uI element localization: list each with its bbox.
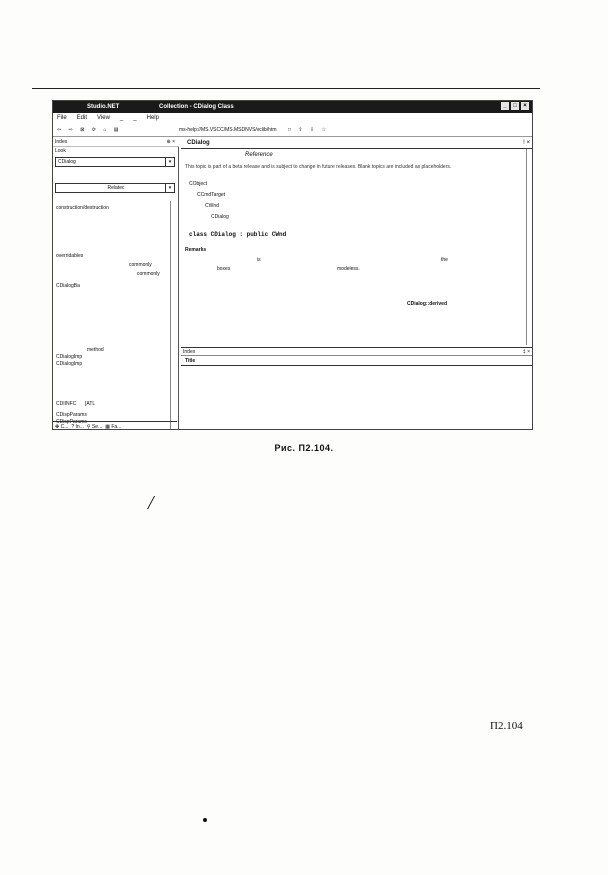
pin-icon[interactable]: ⊕ × bbox=[166, 139, 175, 145]
hierarchy-item[interactable]: CCmdTarget bbox=[197, 192, 226, 198]
toolbar bbox=[53, 124, 532, 137]
reference-label: Reference bbox=[245, 152, 273, 158]
left-pane bbox=[53, 147, 179, 430]
close-button[interactable]: × bbox=[521, 102, 529, 110]
down-icon[interactable]: ⇩ bbox=[310, 127, 318, 133]
hierarchy-item[interactable]: CObject bbox=[189, 181, 208, 187]
favorites-icon: ▦ bbox=[105, 424, 110, 430]
left-pane-header bbox=[53, 138, 179, 147]
tab-search[interactable]: ⚲ Se... bbox=[86, 424, 103, 430]
print-icon[interactable]: ▤ bbox=[113, 127, 122, 133]
pin-icon[interactable]: ‡ × bbox=[522, 349, 530, 355]
header-rule bbox=[32, 88, 540, 89]
tab-favorites[interactable]: ▦ Fa... bbox=[105, 424, 122, 430]
hierarchy-item[interactable]: CDialog bbox=[211, 214, 229, 220]
look-combo-value: CDialog bbox=[58, 159, 76, 165]
refresh-icon[interactable]: ⟳ bbox=[91, 127, 99, 133]
tab-contents[interactable]: ✤ C... bbox=[55, 424, 69, 430]
list-item[interactable]: overridables bbox=[56, 253, 84, 259]
tab-cdialog[interactable]: CDialog bbox=[187, 140, 210, 146]
remarks-word: modeless. bbox=[337, 266, 360, 272]
window-controls bbox=[501, 102, 529, 110]
remarks-word: boxes bbox=[217, 266, 231, 272]
menu-blank-1[interactable]: _ bbox=[119, 115, 124, 121]
document-tab-bar bbox=[181, 138, 533, 149]
filter-combo-value: Relatec bbox=[107, 185, 125, 191]
app-title: Studio.NET bbox=[87, 104, 120, 110]
look-label: Look bbox=[55, 148, 66, 154]
favorites-icon[interactable]: ☆ bbox=[321, 127, 330, 133]
back-icon[interactable]: ⇦ bbox=[57, 127, 65, 133]
minimize-button[interactable]: _ bbox=[501, 102, 509, 110]
remarks-heading: Remarks bbox=[185, 247, 207, 253]
list-item[interactable]: commonly bbox=[137, 271, 160, 277]
remarks-word: the bbox=[441, 257, 448, 263]
figure-reference: П2.104 bbox=[490, 720, 523, 732]
list-item[interactable]: construction/destruction bbox=[56, 205, 109, 211]
forward-icon[interactable]: ⇨ bbox=[68, 127, 76, 133]
chevron-down-icon[interactable]: ▾ bbox=[165, 158, 174, 166]
search-icon: ⚲ bbox=[86, 424, 91, 430]
index-results-title: Index bbox=[183, 349, 196, 355]
menu-bar bbox=[53, 113, 532, 123]
menu-view[interactable]: View bbox=[97, 115, 110, 121]
list-item[interactable]: CDispParams bbox=[56, 412, 87, 418]
list-item[interactable]: CDialogBa bbox=[56, 283, 80, 289]
left-pane-title: Index bbox=[55, 139, 68, 145]
maximize-button[interactable]: □ bbox=[511, 102, 519, 110]
home-icon[interactable]: ⌂ bbox=[103, 127, 110, 133]
list-item[interactable]: CDispParams bbox=[56, 419, 87, 425]
index-icon: ? bbox=[71, 424, 75, 430]
remarks-word: is bbox=[257, 257, 261, 263]
menu-file[interactable]: File bbox=[57, 115, 67, 121]
dot-mark bbox=[203, 818, 207, 822]
hierarchy-item[interactable]: CWnd bbox=[205, 203, 219, 209]
index-results-header bbox=[181, 347, 533, 356]
list-item[interactable]: [ATL bbox=[85, 401, 96, 407]
close-icon[interactable]: ! × bbox=[523, 140, 530, 146]
filter-combo[interactable] bbox=[55, 183, 175, 193]
beta-notice: This topic is part of a beta release and is subject to change in future releases. Blank topics are included as placeholders. bbox=[185, 164, 452, 170]
up-icon[interactable]: ⇧ bbox=[298, 127, 306, 133]
list-item[interactable]: method bbox=[87, 347, 104, 353]
menu-blank-2[interactable]: _ bbox=[133, 115, 137, 121]
document-pane bbox=[181, 149, 526, 345]
title-column-header[interactable]: Title bbox=[181, 357, 533, 366]
slash-mark: / bbox=[148, 492, 154, 514]
figure-caption: Рис. П2.104. bbox=[274, 443, 334, 453]
chevron-down-icon[interactable]: ▾ bbox=[165, 184, 174, 192]
derived-link[interactable]: CDialog::derived bbox=[407, 301, 448, 307]
list-item[interactable]: commonly bbox=[129, 262, 152, 268]
screenshot-frame bbox=[52, 100, 533, 430]
collection-title: Collection - CDialog Class bbox=[159, 104, 234, 110]
left-pane-tabs bbox=[53, 421, 177, 430]
list-item[interactable]: CDIINFC bbox=[56, 401, 77, 407]
nav-icons bbox=[288, 124, 329, 136]
class-declaration: class CDialog : public CWnd bbox=[189, 231, 287, 238]
menu-help[interactable]: Help bbox=[146, 115, 159, 121]
list-item[interactable]: CDialogImp bbox=[56, 354, 83, 360]
look-combo[interactable] bbox=[55, 157, 175, 167]
left-scrollbar[interactable] bbox=[170, 201, 177, 430]
list-item[interactable]: CDialogImp bbox=[56, 361, 83, 367]
menu-edit[interactable]: Edit bbox=[76, 115, 88, 121]
document-scrollbar[interactable] bbox=[526, 149, 533, 345]
url-field[interactable]: ms-help://MS.VSCC/MS.MSDNVS/vclib/htm bbox=[179, 127, 277, 133]
sync-icon[interactable]: □ bbox=[288, 127, 295, 133]
contents-icon: ✤ bbox=[55, 424, 60, 430]
title-bar bbox=[53, 101, 532, 113]
tab-index[interactable]: ? In... bbox=[71, 424, 84, 430]
stop-icon[interactable]: ⊠ bbox=[80, 127, 88, 133]
toolbar-icons bbox=[57, 124, 122, 136]
